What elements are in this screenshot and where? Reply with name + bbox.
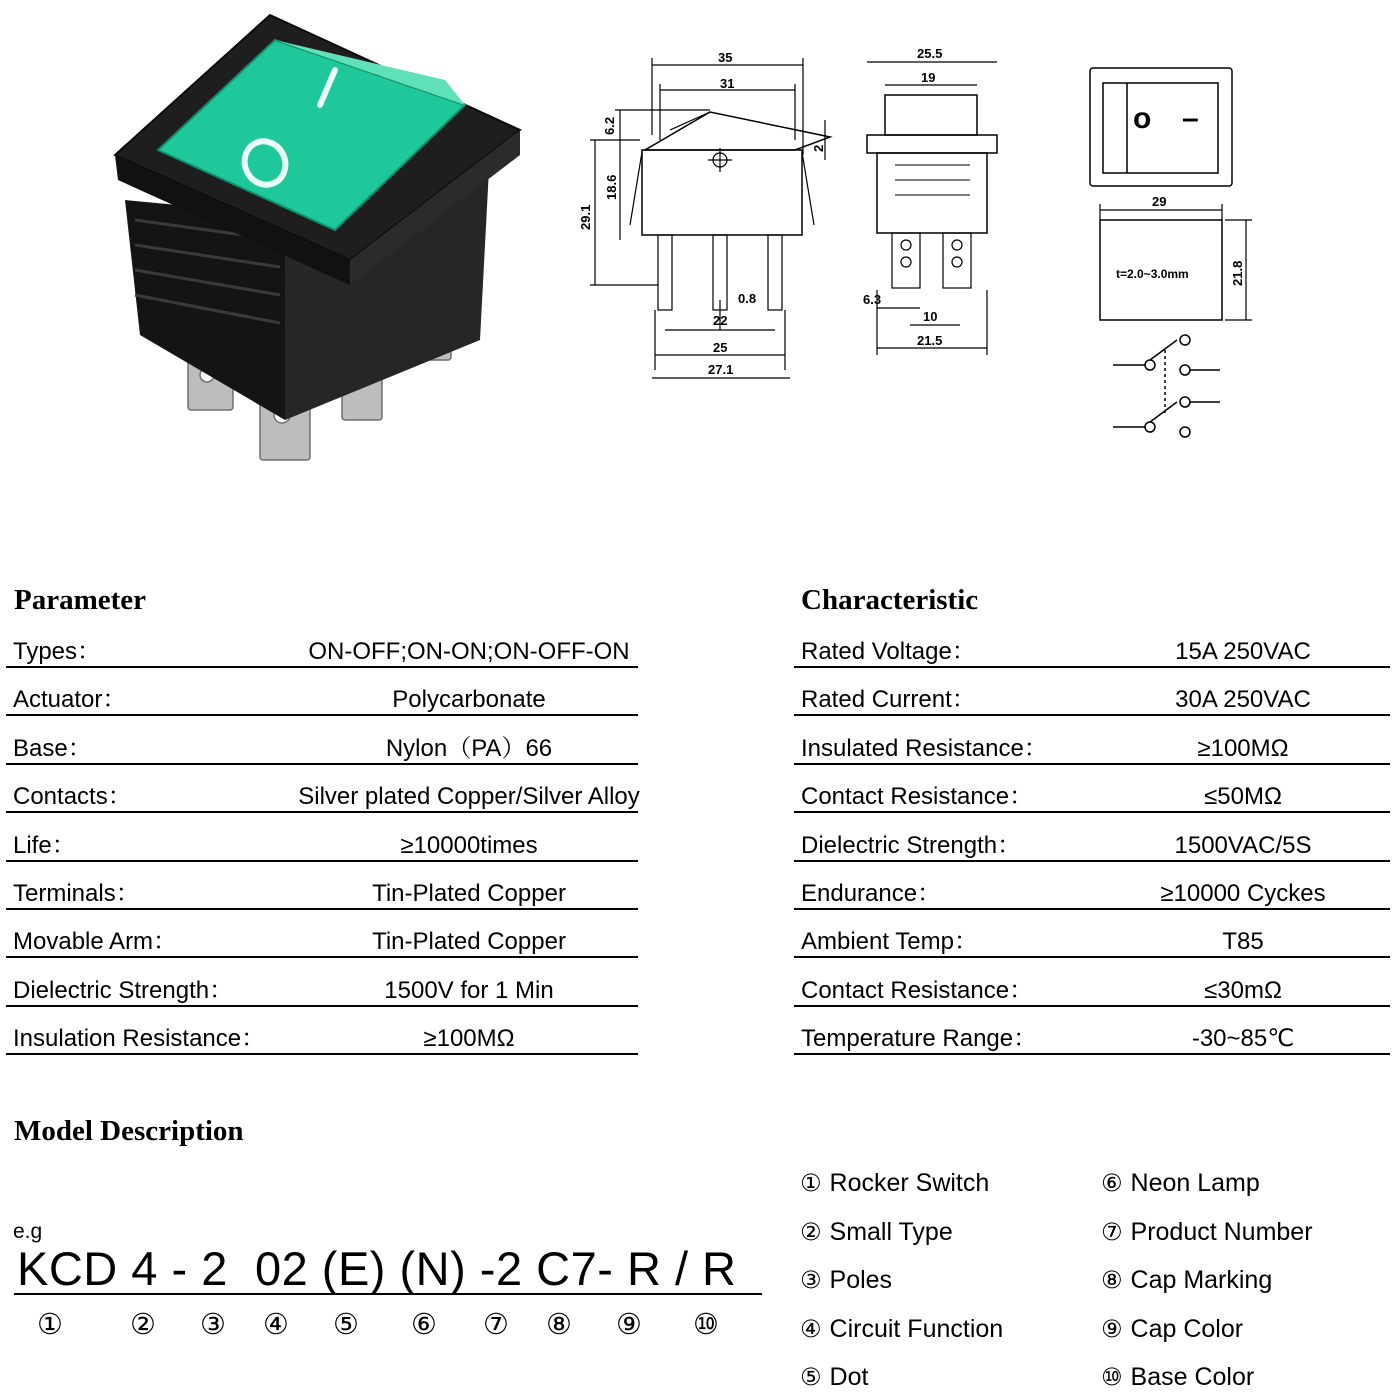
- spec-label: Rated Current：: [801, 686, 976, 714]
- dim-19: 19: [921, 70, 936, 85]
- legend-item: [800, 1265, 892, 1295]
- legend-number: ①: [800, 1169, 822, 1197]
- characteristic-heading: Characteristic: [801, 584, 979, 616]
- legend-number: ⑤: [800, 1363, 822, 1391]
- model-marker: ⑤: [333, 1307, 359, 1341]
- cap-symbol-on: –: [1182, 102, 1199, 135]
- spec-value: 1500VAC/5S: [1174, 831, 1312, 859]
- spec-label: Terminals：: [13, 880, 140, 907]
- spec-label: Contact Resistance：: [801, 976, 1034, 1004]
- spec-value: ≥100MΩ: [1197, 734, 1289, 762]
- spec-value: ≥100MΩ: [423, 1025, 515, 1053]
- dim-29: 29: [1152, 194, 1167, 209]
- legend-text: Dot: [829, 1363, 869, 1391]
- model-marker: ③: [200, 1307, 226, 1341]
- dim-18-6: 18.6: [604, 174, 619, 200]
- spec-value: 15A 250VAC: [1175, 638, 1311, 665]
- spec-value: -30~85℃: [1191, 1025, 1295, 1053]
- dim-10: 10: [923, 309, 938, 324]
- parameter-heading: Parameter: [14, 584, 147, 616]
- legend-text: Product Number: [1130, 1217, 1313, 1246]
- spec-row: [6, 763, 638, 813]
- spec-label: Insulation Resistance：: [13, 1025, 266, 1053]
- spec-label: Types：: [13, 638, 102, 665]
- spec-value: Tin-Plated Copper: [372, 880, 566, 907]
- spec-label: Dielectric Strength：: [13, 976, 234, 1004]
- spec-label: Rated Voltage：: [801, 638, 976, 665]
- legend-item: [800, 1314, 1003, 1344]
- panel-thickness: t=2.0~3.0mm: [1116, 267, 1189, 281]
- spec-row: [794, 812, 1390, 862]
- dim-35: 35: [718, 50, 733, 65]
- dim-22: 22: [713, 313, 728, 328]
- legend-item: [1101, 1314, 1243, 1344]
- spec-row: [794, 957, 1390, 1007]
- dim-25-5: 25.5: [917, 46, 943, 61]
- spec-value: ≤30mΩ: [1204, 976, 1282, 1004]
- spec-value: Silver plated Copper/Silver Alloy: [298, 783, 640, 811]
- legend-number: ⑥: [1101, 1169, 1123, 1197]
- dim-29-1: 29.1: [578, 204, 593, 230]
- dim-0-8: 0.8: [738, 291, 757, 306]
- legend-number: ④: [800, 1314, 822, 1343]
- legend-item: [800, 1362, 868, 1392]
- spec-row: [6, 860, 638, 910]
- spec-value: ≤50MΩ: [1204, 783, 1282, 811]
- model-marker: ⑦: [483, 1307, 509, 1341]
- spec-row: [6, 812, 638, 862]
- spec-label: Dielectric Strength：: [801, 831, 1022, 859]
- spec-row: [6, 666, 638, 716]
- model-marker: ②: [130, 1307, 156, 1341]
- model-heading: Model Description: [14, 1115, 244, 1147]
- legend-text: Neon Lamp: [1130, 1169, 1260, 1197]
- spec-value: 30A 250VAC: [1175, 686, 1311, 714]
- spec-row: [794, 860, 1390, 910]
- spec-row: [794, 618, 1390, 668]
- legend-number: ⑨: [1101, 1314, 1123, 1343]
- model-marker: ⑩: [693, 1307, 719, 1341]
- end-view-drawing: [855, 40, 1005, 370]
- spec-value: Nylon（PA）66: [385, 734, 553, 762]
- legend-text: Cap Marking: [1130, 1266, 1273, 1294]
- cap-symbol-off: o: [1133, 102, 1152, 135]
- spec-value: Polycarbonate: [392, 686, 546, 714]
- legend-item: [1101, 1168, 1260, 1198]
- legend-item: [800, 1168, 989, 1198]
- spec-label: Base：: [13, 734, 92, 762]
- spec-label: Ambient Temp：: [801, 928, 978, 956]
- legend-number: ⑦: [1101, 1217, 1123, 1246]
- dim-6-3: 6.3: [863, 292, 882, 307]
- model-code-underline: [14, 1293, 762, 1295]
- legend-item: [1101, 1217, 1313, 1247]
- spec-label: Contact Resistance：: [801, 783, 1034, 811]
- model-marker: ⑧: [546, 1307, 572, 1341]
- dim-2: 2: [811, 144, 826, 152]
- spec-label: Movable Arm：: [13, 928, 178, 956]
- spec-label: Contacts：: [13, 783, 132, 811]
- eg-label: e.g: [13, 1220, 43, 1243]
- dim-6-2: 6.2: [602, 116, 617, 135]
- spec-label: Life：: [13, 831, 76, 859]
- circuit-schematic: [1105, 325, 1235, 445]
- spec-label: Endurance：: [801, 880, 942, 907]
- panel-cutout-drawing: [1090, 190, 1260, 330]
- dim-31: 31: [720, 76, 735, 91]
- spec-value: 1500V for 1 Min: [384, 976, 554, 1004]
- model-marker: ⑨: [616, 1307, 642, 1341]
- legend-text: Cap Color: [1130, 1314, 1244, 1343]
- legend-text: Small Type: [829, 1217, 953, 1246]
- dim-21-5: 21.5: [917, 333, 943, 348]
- legend-number: ②: [800, 1217, 822, 1246]
- spec-label: Insulated Resistance：: [801, 734, 1048, 762]
- cap-view-drawing: [1085, 60, 1255, 190]
- legend-number: ③: [800, 1266, 822, 1294]
- dim-25: 25: [713, 340, 728, 355]
- legend-item: [800, 1217, 953, 1247]
- spec-value: ON-OFF;ON-ON;ON-OFF-ON: [308, 638, 630, 665]
- model-code: KCD 4 - 2 02 (E) (N) -2 C7- R / R: [17, 1242, 737, 1295]
- spec-row: [6, 618, 638, 668]
- spec-row: [794, 666, 1390, 716]
- legend-text: Poles: [829, 1266, 893, 1294]
- spec-row: [794, 715, 1390, 765]
- legend-text: Base Color: [1130, 1363, 1255, 1391]
- spec-value: T85: [1222, 928, 1264, 956]
- spec-value: ≥10000times: [400, 831, 538, 859]
- legend-number: ⑧: [1101, 1266, 1123, 1294]
- dim-21-8: 21.8: [1230, 260, 1245, 286]
- spec-value: Tin-Plated Copper: [372, 928, 566, 956]
- spec-row: [6, 715, 638, 765]
- spec-row: [6, 957, 638, 1007]
- model-marker: ①: [37, 1307, 63, 1341]
- side-view-drawing: [570, 40, 840, 390]
- model-marker: ⑥: [411, 1307, 437, 1341]
- legend-text: Circuit Function: [829, 1314, 1004, 1343]
- spec-value: ≥10000 Cyckes: [1160, 880, 1326, 907]
- legend-text: Rocker Switch: [829, 1169, 990, 1197]
- model-marker: ④: [263, 1307, 289, 1341]
- spec-row: [6, 908, 638, 958]
- legend-number: ⑩: [1101, 1363, 1123, 1391]
- spec-row: [794, 763, 1390, 813]
- legend-item: [1101, 1362, 1254, 1392]
- spec-row: [794, 1005, 1390, 1055]
- spec-row: [6, 1005, 638, 1055]
- legend-item: [1101, 1265, 1272, 1295]
- product-photo: [110, 5, 530, 465]
- spec-label: Actuator：: [13, 686, 127, 714]
- dim-27-1: 27.1: [708, 362, 734, 377]
- spec-row: [794, 908, 1390, 958]
- spec-label: Temperature Range：: [801, 1025, 1038, 1053]
